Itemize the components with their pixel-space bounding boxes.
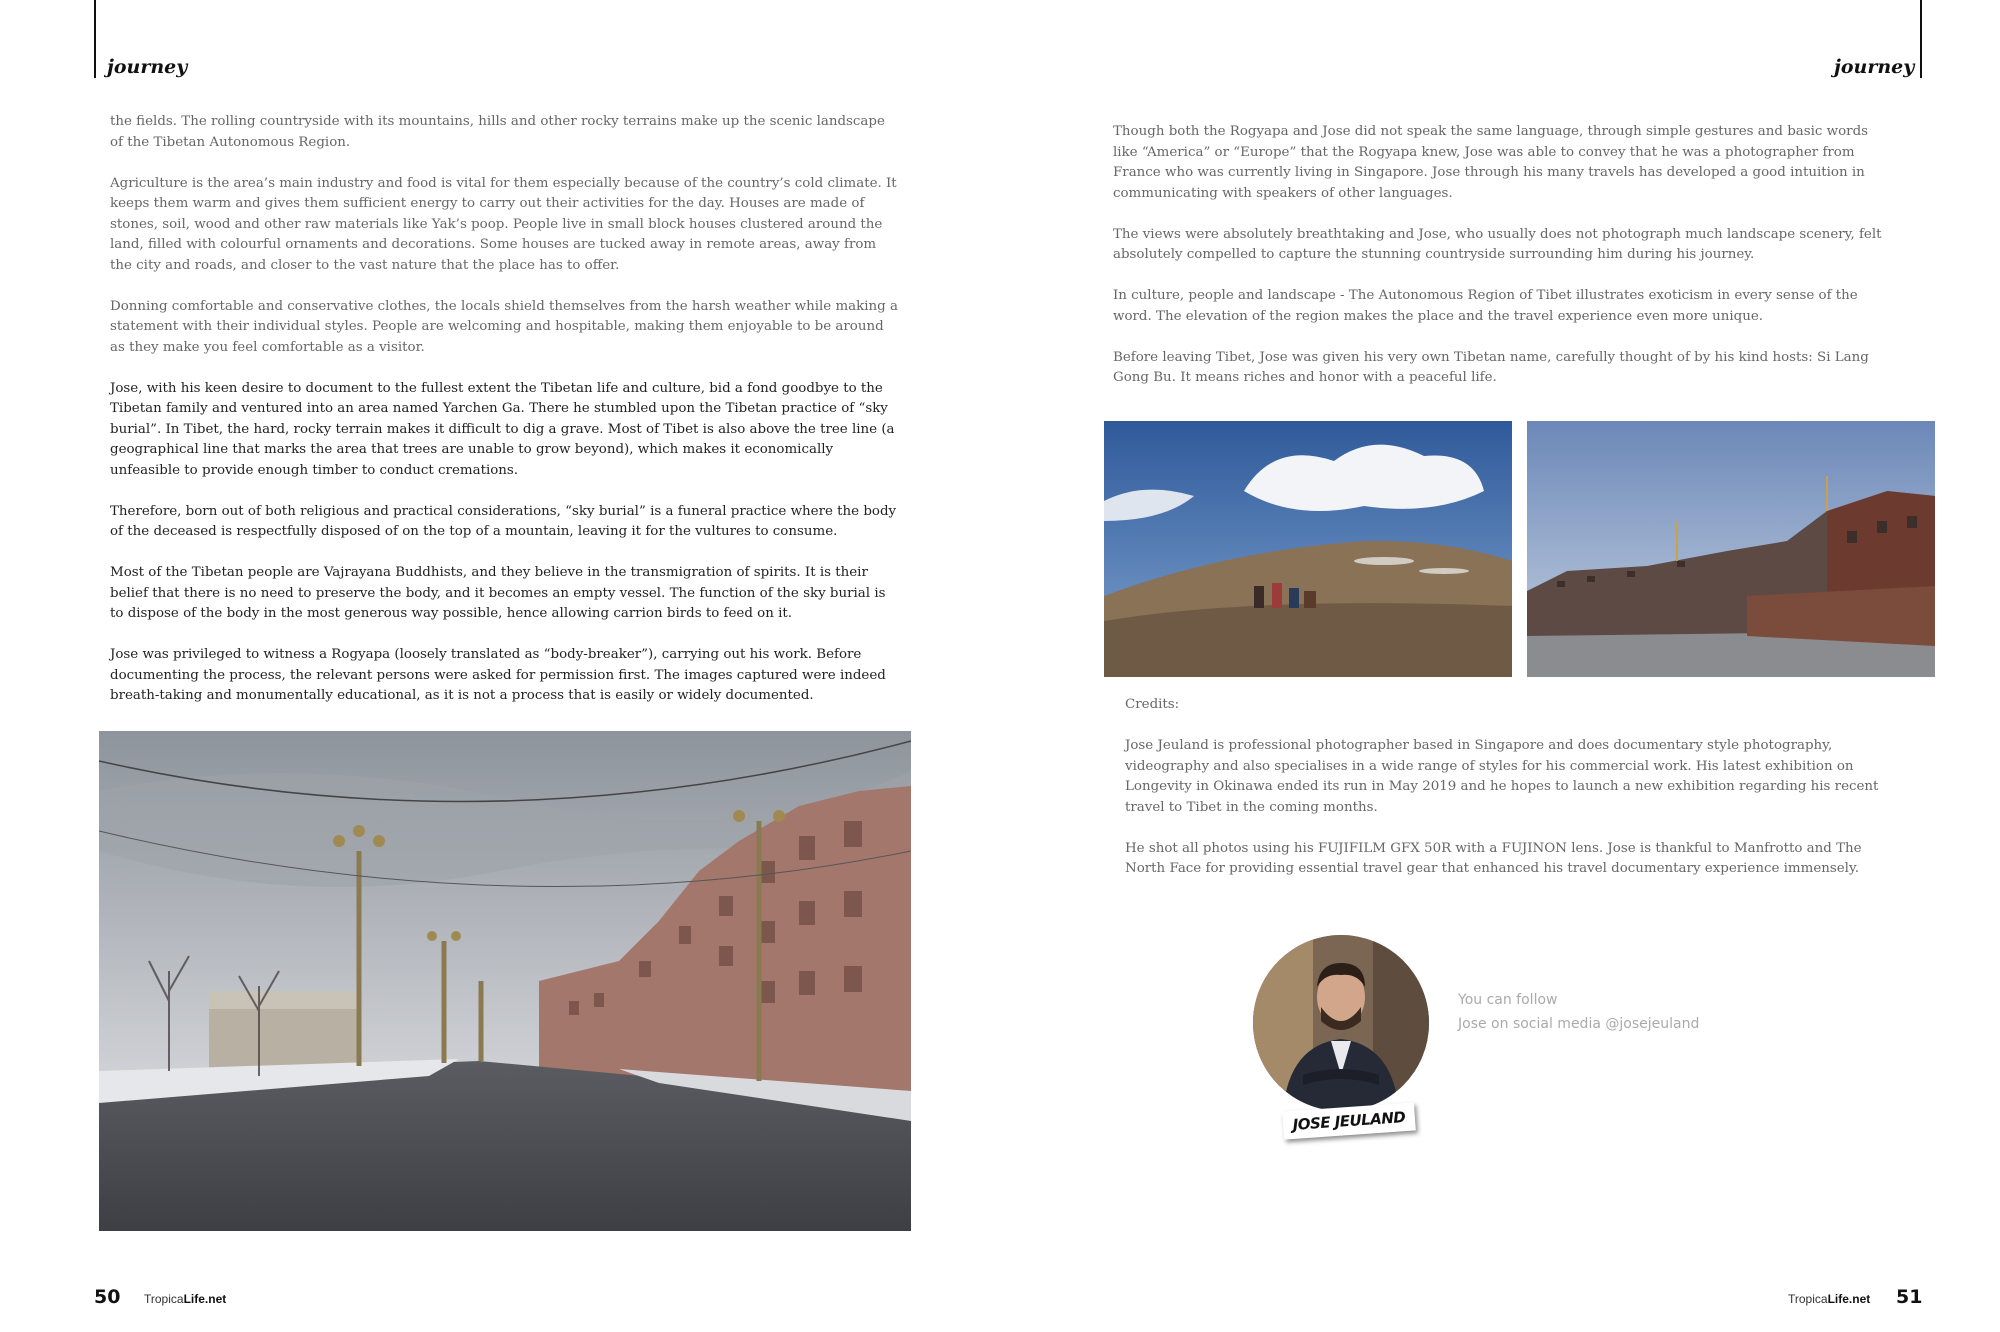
section-label-left: journey — [107, 56, 188, 78]
brand-footer-left — [144, 1292, 226, 1306]
brand-prefix: Tropica — [144, 1292, 184, 1306]
header-rule-left — [94, 0, 96, 78]
paragraph: the fields. The rolling countryside with its mountains, hills and other rocky terrains make up the scenic landscape of the Tibetan Autonomous Region. — [110, 114, 885, 150]
landscape-photo — [1104, 421, 1512, 677]
paragraph: Donning comfortable and conservative clothes, the locals shield themselves from the harsh weather while making a statement with their individual styles. People are welcoming and hospitable, making them enjoyable to be around as they make you feel comfortable as a visitor. — [110, 298, 898, 355]
brand-suffix: Life.net — [183, 1292, 227, 1306]
left-article-column — [110, 112, 902, 727]
credits-paragraph: He shot all photos using his FUJIFILM GFX 50R with a FUJINON lens. Jose is thankful to Manfrotto and The North Face for providing essential travel gear that enhanced his travel documentary experience immensely. — [1125, 840, 1862, 876]
follow-line-2: Jose on social media @josejeuland — [1458, 1016, 1700, 1032]
header-rule-right — [1920, 0, 1922, 78]
street-photo — [99, 731, 911, 1231]
social-follow-text — [1458, 988, 1699, 1036]
right-article-column — [1113, 122, 1895, 409]
credits-heading: Credits: — [1125, 697, 1180, 712]
credits-section — [1125, 695, 1895, 900]
paragraph: The views were absolutely breathtaking and Jose, who usually does not photograph much landscape scenery, felt absolutely compelled to capture the stunning countryside surrounding him during his journey. — [1113, 226, 1882, 262]
right-page — [1000, 0, 2000, 1332]
monastery-photo — [1527, 421, 1935, 677]
section-label-right: journey — [1834, 56, 1915, 78]
paragraph: Jose was privileged to witness a Rogyapa (loosely translated as “body-breaker”), carrying out his work. Before documenting the process, the relevant persons were asked for permission first. The images captured were indeed breath-taking and monumentally educational, as it is not a process that is easily or widely documented. — [110, 647, 886, 703]
paragraph: Jose, with his keen desire to document to the fullest extent the Tibetan life and culture, bid a fond goodbye to the Tibetan family and ventured into an area named Yarchen Ga. There he stumbled upon the Tibetan practice of “sky burial”. In Tibet, the hard, rocky terrain makes it difficult to dig a grave. Most of Tibet is also above the tree line (a geographical line that marks the area that trees are unable to grow beyond), which makes it economically unfeasible to provide enough timber to conduct cremations. — [110, 380, 895, 478]
follow-line-1: You can follow — [1458, 992, 1558, 1008]
paragraph: In culture, people and landscape - The Autonomous Region of Tibet illustrates exoticism in every sense of the word. The elevation of the region makes the place and the travel experience even more unique. — [1113, 288, 1858, 324]
page-number-left: 50 — [94, 1286, 121, 1308]
credits-paragraph: Jose Jeuland is professional photographer based in Singapore and does documentary style photography, videography and also specialises in a wide range of styles for his commercial work. His latest exhibition on Longevity in Okinawa ended its run in May 2019 and he hopes to launch a new exhibition regarding his recent travel to Tibet in the coming months. — [1125, 738, 1879, 815]
brand-suffix: Life.net — [1827, 1292, 1871, 1306]
page-number-right: 51 — [1896, 1286, 1923, 1308]
brand-footer-right — [1788, 1292, 1870, 1306]
paragraph: Before leaving Tibet, Jose was given his very own Tibetan name, carefully thought of by his kind hosts: Si Lang Gong Bu. It means riches and honor with a peaceful life. — [1113, 349, 1869, 385]
author-avatar — [1253, 935, 1429, 1111]
brand-prefix: Tropica — [1788, 1292, 1828, 1306]
paragraph: Therefore, born out of both religious and practical considerations, “sky burial” is a funeral practice where the body of the deceased is respectfully disposed of on the top of a mountain, leaving it for the vultures to consume. — [110, 503, 897, 539]
paragraph: Agriculture is the area’s main industry and food is vital for them especially because of the country’s cold climate. It keeps them warm and gives them sufficient energy to carry out their activities for the day. Houses are made of stones, soil, wood and other raw materials like Yak’s poop. People live in small block houses clustered around the land, filled with colourful ornaments and decorations. Some houses are tucked away in remote areas, away from the city and roads, and closer to the vast nature that the place has to offer. — [110, 175, 897, 273]
paragraph: Though both the Rogyapa and Jose did not speak the same language, through simple gestures and basic words like “America” or “Europe” that the Rogyapa knew, Jose was able to convey that he was a photographer from France who was currently living in Singapore. Jose through his many travels has developed a good intuition in communicating with speakers of other languages. — [1113, 124, 1869, 201]
paragraph: Most of the Tibetan people are Vajrayana Buddhists, and they believe in the transmigration of spirits. It is their belief that there is no need to preserve the body, and it becomes an empty vessel. The function of the sky burial is to dispose of the body in the most generous way possible, hence allowing carrion birds to feed on it. — [110, 565, 886, 621]
author-name-tag: JOSE JEULAND — [1282, 1102, 1416, 1139]
